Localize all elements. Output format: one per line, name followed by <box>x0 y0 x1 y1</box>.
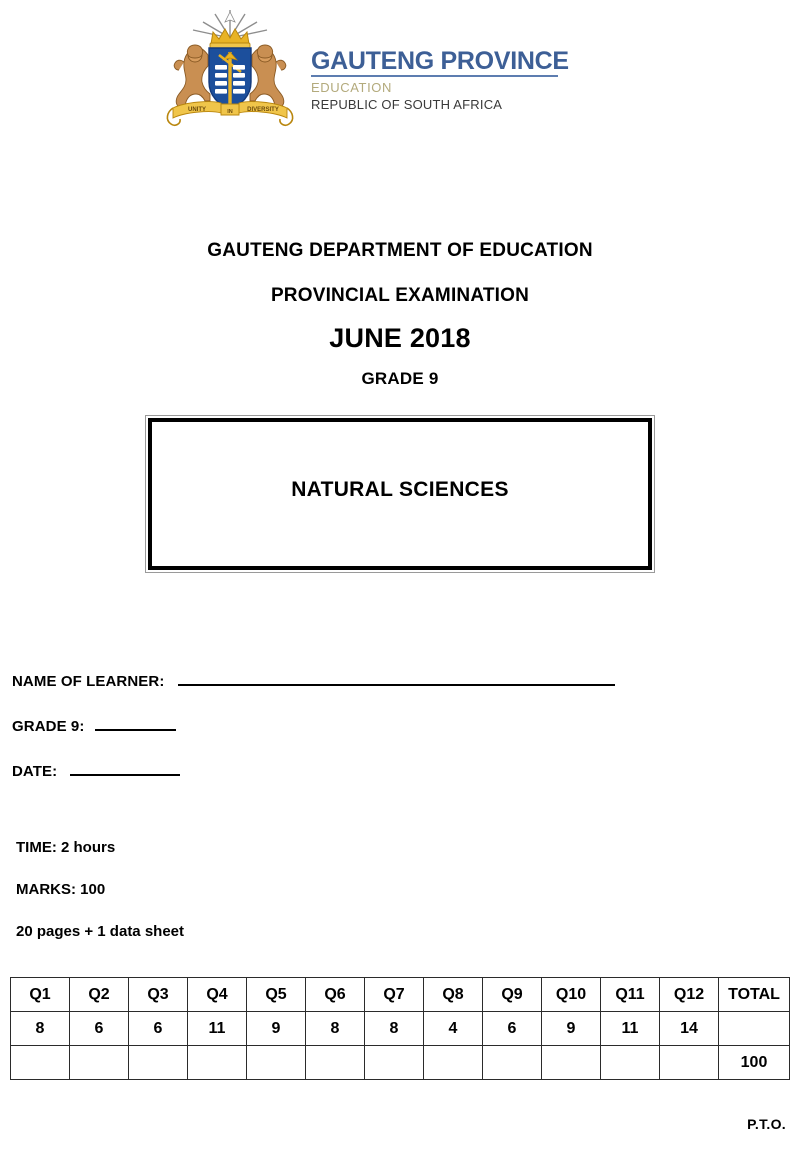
mark-obtained-cell[interactable] <box>601 1046 660 1080</box>
heading-session: JUNE 2018 <box>329 323 471 353</box>
mark-obtained-cell[interactable] <box>365 1046 424 1080</box>
mark-allocation-cell: 6 <box>483 1012 542 1046</box>
question-header-cell: Q8 <box>424 978 483 1012</box>
subject-name: NATURAL SCIENCES <box>291 478 509 501</box>
mark-allocation-cell: 9 <box>542 1012 601 1046</box>
mark-obtained-total-cell[interactable]: 100 <box>719 1046 790 1080</box>
question-header-cell: Q3 <box>129 978 188 1012</box>
question-header-cell: Q4 <box>188 978 247 1012</box>
exam-info <box>16 838 516 942</box>
mark-allocation-cell: 4 <box>424 1012 483 1046</box>
question-header-cell: Q7 <box>365 978 424 1012</box>
logo-wordmark <box>311 8 569 113</box>
mark-obtained-cell[interactable] <box>306 1046 365 1080</box>
exam-marks: MARKS: 100 <box>16 881 106 898</box>
mark-obtained-cell[interactable] <box>11 1046 70 1080</box>
date-row <box>12 762 712 780</box>
gauteng-coat-of-arms-icon <box>155 8 305 134</box>
question-header-cell: Q9 <box>483 978 542 1012</box>
grade-input[interactable] <box>95 717 176 731</box>
exam-pages: 20 pages + 1 data sheet <box>16 923 185 940</box>
mark-obtained-cell[interactable] <box>660 1046 719 1080</box>
logo-underline <box>311 75 558 77</box>
mark-obtained-cell[interactable] <box>129 1046 188 1080</box>
question-header-cell: Q10 <box>542 978 601 1012</box>
subject-box <box>145 415 655 573</box>
page-title-block <box>0 236 800 392</box>
svg-text:IN: IN <box>227 109 233 115</box>
question-header-cell: Q5 <box>247 978 306 1012</box>
mark-obtained-cell[interactable] <box>247 1046 306 1080</box>
table-row-allocation <box>11 1012 790 1046</box>
date-label: DATE: <box>12 763 58 780</box>
mark-allocation-cell: 11 <box>188 1012 247 1046</box>
mark-allocation-cell: 8 <box>306 1012 365 1046</box>
mark-allocation-cell: 9 <box>247 1012 306 1046</box>
heading-examination: PROVINCIAL EXAMINATION <box>270 285 530 306</box>
mark-obtained-cell[interactable] <box>483 1046 542 1080</box>
heading-grade: GRADE 9 <box>361 369 439 388</box>
svg-text:DIVERSITY: DIVERSITY <box>247 107 279 113</box>
mark-allocation-cell: 11 <box>601 1012 660 1046</box>
table-row-headers <box>11 978 790 1012</box>
question-header-cell: Q6 <box>306 978 365 1012</box>
learner-details <box>12 672 712 780</box>
mark-obtained-cell[interactable] <box>424 1046 483 1080</box>
logo-title: GAUTENG PROVINCE <box>311 47 569 75</box>
table-row-obtained <box>11 1046 790 1080</box>
mark-allocation-cell: 8 <box>11 1012 70 1046</box>
question-header-cell: Q11 <box>601 978 660 1012</box>
question-header-total-cell: TOTAL <box>719 978 790 1012</box>
mark-allocation-total-cell <box>719 1012 790 1046</box>
question-header-cell: Q12 <box>660 978 719 1012</box>
date-input[interactable] <box>70 762 180 776</box>
letterhead <box>0 8 800 138</box>
question-header-cell: Q1 <box>11 978 70 1012</box>
heading-department: GAUTENG DEPARTMENT OF EDUCATION <box>207 240 593 261</box>
mark-allocation-cell: 8 <box>365 1012 424 1046</box>
logo-subtitle: EDUCATION <box>311 80 392 96</box>
marks-grid <box>10 977 790 1080</box>
logo-lockup <box>155 8 575 134</box>
mark-allocation-cell: 6 <box>70 1012 129 1046</box>
mark-obtained-cell[interactable] <box>188 1046 247 1080</box>
name-of-learner-input[interactable] <box>178 672 615 686</box>
subject-box-border <box>148 418 652 570</box>
mark-allocation-cell: 14 <box>660 1012 719 1046</box>
question-header-cell: Q2 <box>70 978 129 1012</box>
mark-obtained-cell[interactable] <box>542 1046 601 1080</box>
mark-allocation-cell: 6 <box>129 1012 188 1046</box>
name-of-learner-label: NAME OF LEARNER: <box>12 673 165 690</box>
mark-obtained-cell[interactable] <box>70 1046 129 1080</box>
exam-time: TIME: 2 hours <box>16 839 116 856</box>
logo-country: REPUBLIC OF SOUTH AFRICA <box>311 96 503 112</box>
grade-row <box>12 717 712 735</box>
name-of-learner-row <box>12 672 712 690</box>
marks-grid-body <box>11 978 790 1080</box>
page-turn-notice: P.T.O. <box>747 1116 786 1132</box>
grade-label: GRADE 9: <box>12 718 85 735</box>
svg-text:UNITY: UNITY <box>188 107 206 113</box>
